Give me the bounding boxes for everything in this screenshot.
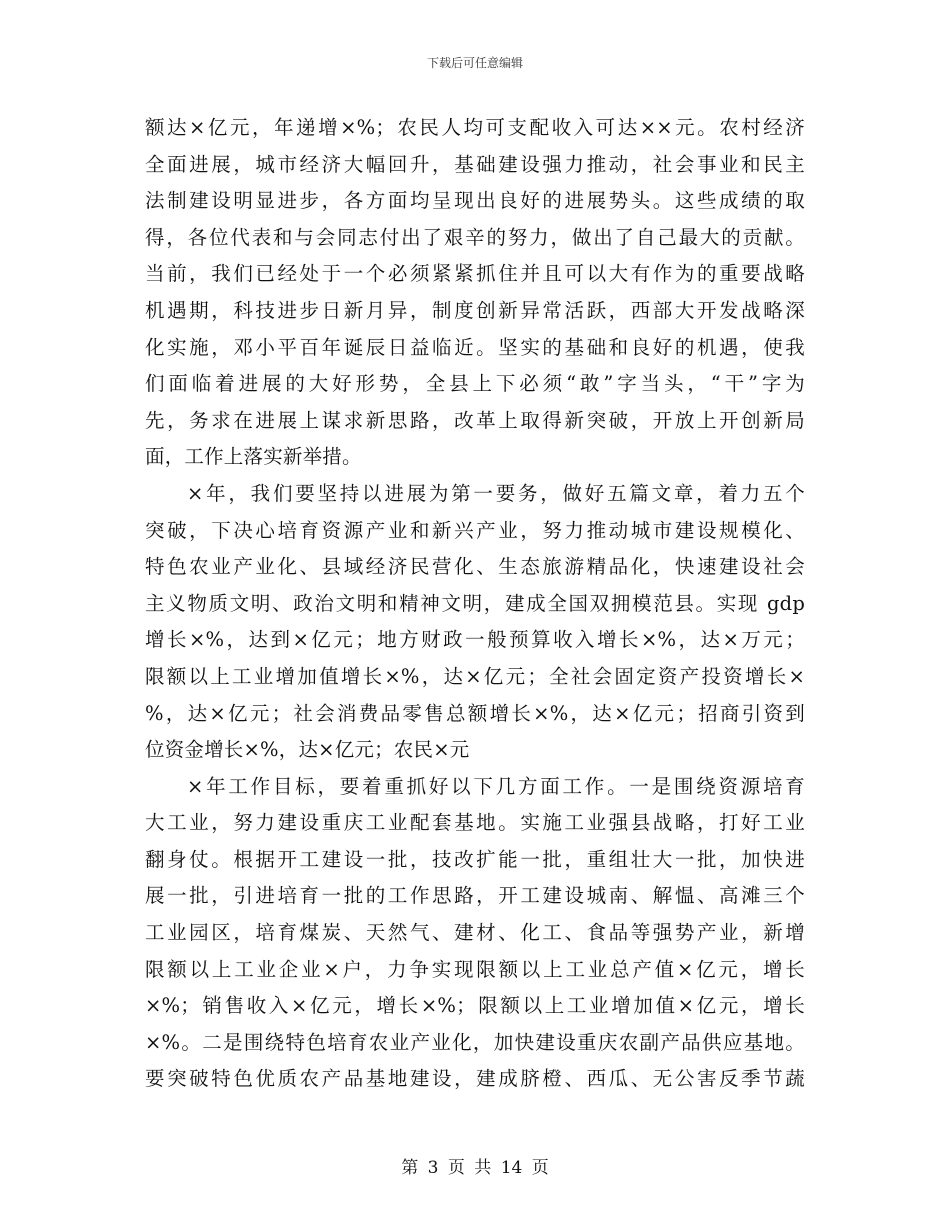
text-line: 限额以上工业增加值增长×%，达×亿元；全社会固定资产投资增长× — [145, 664, 805, 688]
paragraph-start-line: ×年工作目标，要着重抓好以下几方面工作。一是围绕资源培育 — [187, 774, 805, 798]
text-line: %，达×亿元；社会消费品零售总额增长×%，达×亿元；招商引资到 — [145, 701, 805, 725]
text-line: 限额以上工业企业×户，力争实现限额以上工业总产值×亿元，增长 — [145, 957, 805, 981]
total-pages: 14 — [500, 1158, 523, 1178]
text-line: 大工业，努力建设重庆工业配套基地。实施工业强县战略，打好工业 — [145, 811, 805, 835]
page-label-mid: 页 共 — [447, 1158, 492, 1178]
text-line: 工业园区，培育煤炭、天然气、建材、化工、食品等强势产业，新增 — [145, 921, 805, 945]
text-line: 增长×%，达到×亿元；地方财政一般预算收入增长×%，达×万元； — [145, 628, 805, 652]
page-number: 3 — [427, 1158, 439, 1178]
text-line: 特色农业产业化、县域经济民营化、生态旅游精品化，快速建设社会 — [145, 555, 805, 579]
text-line: 机遇期，科技进步日新月异，制度创新异常活跃，西部大开发战略深 — [145, 298, 805, 322]
page-label-prefix: 第 — [401, 1158, 419, 1178]
page-header: 下载后可任意编辑 — [426, 56, 523, 70]
text-line: 主义物质文明、政治文明和精神文明，建成全国双拥模范县。实现 gdp — [145, 591, 805, 615]
text-line: 额达×亿元，年递增×%；农民人均可支配收入可达××元。农村经济 — [145, 116, 805, 139]
text-line: 们面临着进展的大好形势，全县上下必须“敢”字当头，“干”字为 — [145, 372, 805, 396]
text-line: 全面进展，城市经济大幅回升，基础建设强力推动，社会事业和民主 — [145, 152, 805, 176]
paragraph-end-line: 位资金增长×%，达×亿元；农民×元 — [145, 738, 470, 762]
text-line: 先，务求在进展上谋求新思路，改革上取得新突破，开放上开创新局 — [145, 408, 805, 432]
text-line: 要突破特色优质农产品基地建设，建成脐橙、西瓜、无公害反季节蔬 — [145, 1067, 805, 1091]
document-body — [145, 110, 805, 1098]
paragraph-end-line: 面，工作上落实新举措。 — [145, 445, 362, 469]
text-line: 得，各位代表和与会同志付出了艰辛的努力，做出了自己最大的贡献。 — [145, 225, 805, 249]
page-footer — [0, 1153, 950, 1178]
text-line: 突破，下决心培育资源产业和新兴产业，努力推动城市建设规模化、 — [145, 518, 805, 542]
text-line: ×%；销售收入×亿元，增长×%；限额以上工业增加值×亿元，增长 — [145, 994, 805, 1018]
text-line: ×%。二是围绕特色培育农业产业化，加快建设重庆农副产品供应基地。 — [145, 1030, 805, 1054]
text-line: 当前，我们已经处于一个必须紧紧抓住并且可以大有作为的重要战略 — [145, 262, 805, 286]
text-line: 法制建设明显进步，各方面均呈现出良好的进展势头。这些成绩的取 — [145, 189, 805, 213]
text-line: 展一批，引进培育一批的工作思路，开工建设城南、解愠、高滩三个 — [145, 884, 805, 908]
text-line: 翻身仗。根据开工建设一批，技改扩能一批，重组壮大一批，加快进 — [145, 847, 805, 871]
paragraph-start-line: ×年，我们要坚持以进展为第一要务，做好五篇文章，着力五个 — [187, 481, 805, 505]
page-label-suffix: 页 — [531, 1158, 549, 1178]
text-line: 化实施，邓小平百年诞辰日益临近。坚实的基础和良好的机遇，使我 — [145, 335, 805, 359]
